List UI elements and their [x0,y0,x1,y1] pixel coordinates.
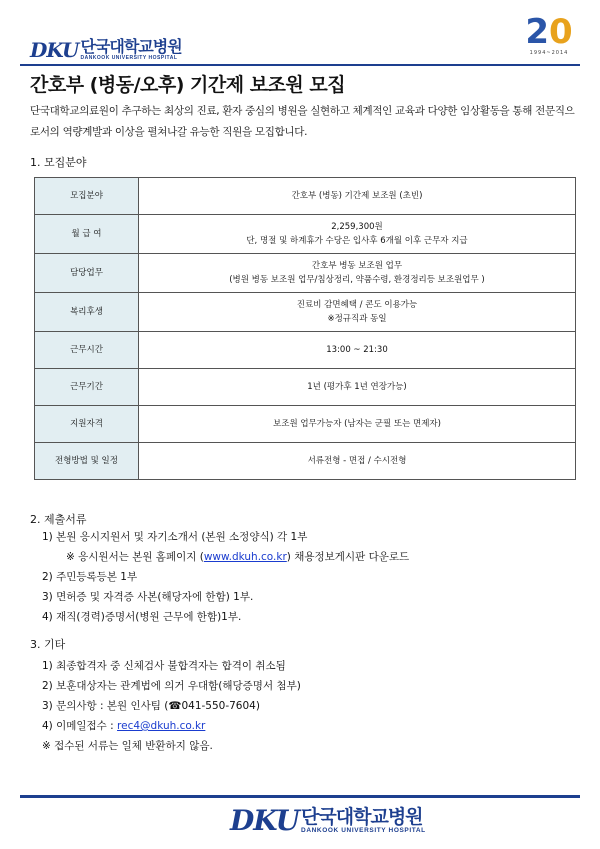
row-value-line: 서류전형 - 면접 / 수시전형 [307,456,407,466]
homepage-link[interactable]: www.dkuh.co.kr [203,551,287,563]
email-link[interactable]: rec4@dkuh.co.kr [117,720,206,732]
row-label: 복리후생 [35,293,139,332]
section-documents-heading: 2. 제출서류 [30,513,87,526]
row-label: 모집분야 [35,178,139,215]
row-label: 전형방법 및 일정 [35,443,139,480]
row-value-line: 간호부 병동 보조원 업무 [311,261,403,271]
row-label: 근무시간 [35,332,139,369]
section-recruit-heading: 1. 모집분야 [30,156,87,169]
list-item: 1) 본원 응시지원서 및 자기소개서 (본원 소정양식) 각 1부 [42,531,308,543]
row-value [139,178,576,215]
return-note: ※ 접수된 서류는 일체 반환하지 않음. [42,740,213,752]
row-value [139,215,576,254]
misc-list [42,656,301,756]
logo-korean-name: 단국대학교병원 [301,805,423,828]
row-value-line: 간호부 (병동) 기간제 보조원 (초빈) [291,191,423,201]
hospital-logo-bottom [230,804,426,837]
logo-english-name: DANKOOK UNIVERSITY HOSPITAL [80,55,178,61]
table-row [35,254,576,293]
row-label: 근무기간 [35,369,139,406]
section-misc-heading: 3. 기타 [30,638,66,651]
list-item: 2) 주민등록등본 1부 [42,571,138,583]
homepage-note: ※ 응시원서는 본원 홈페이지 (www.dkuh.co.kr) 채용정보게시판 다운로드 [66,551,410,563]
row-value-line: 단, 명절 및 하계휴가 수당은 입사후 6개월 이후 근무자 지급 [246,236,468,246]
email-item: 4) 이메일접수 : rec4@dkuh.co.kr [42,720,206,732]
table-row [35,369,576,406]
list-item: 4) 재직(경력)증명서(병원 근무에 한함)1부. [42,611,242,623]
anniversary-emblem [516,14,582,56]
row-value-line: 진료비 감면혜택 / 콘도 이용가능 [296,300,418,310]
recruit-info-table [34,177,576,480]
anniversary-number: 20 [525,12,573,52]
anniversary-years: 1994~2014 [529,50,569,56]
row-value [139,443,576,480]
row-value-line: (병원 병동 보조원 업무/침상정리, 약품수령, 환경정리등 보조원업무 ) [229,275,485,285]
documents-list [42,527,409,627]
list-item: 3) 면허증 및 자격증 사본(해당자에 한함) 1부. [42,591,254,603]
table-row [35,178,576,215]
list-item: 2) 보훈대상자는 관계법에 의거 우대함(해당증명서 첨부) [42,680,301,692]
row-value-line: 13:00 ~ 21:30 [326,345,388,355]
logo-korean-name: 단국대학교병원 [80,37,182,56]
dku-logo-mark: DKU [30,38,79,62]
intro-paragraph: 단국대학교의료원이 추구하는 최상의 진료, 환자 중심의 병원을 실현하고 체계적인 교육과 다양한 임상활동을 통해 전문직으로서의 역량계발과 이상을 펼쳐나갈 유능한 직원을 모집합니다. [30,105,575,138]
row-value [139,293,576,332]
list-item: 3) 문의사항 : 본원 인사팀 (☎041-550-7604) [42,700,260,712]
row-value-line: ※정규직과 동일 [327,314,387,324]
table-row [35,332,576,369]
table-row [35,215,576,254]
header-divider [20,64,580,66]
logo-english-name: DANKOOK UNIVERSITY HOSPITAL [301,826,426,834]
row-value [139,332,576,369]
row-label: 월 급 여 [35,215,139,254]
row-value [139,369,576,406]
footer-divider [20,795,580,798]
row-value-line: 1년 (평가후 1년 연장가능) [307,382,407,392]
row-value [139,254,576,293]
hospital-logo-top [30,38,182,62]
list-item: 1) 최종합격자 중 신체검사 불합격자는 합격이 취소됨 [42,660,286,672]
row-label: 담당업무 [35,254,139,293]
table-row [35,443,576,480]
dku-logo-mark: DKU [230,804,300,837]
row-value-line: 2,259,300원 [331,222,383,232]
row-label: 지원자격 [35,406,139,443]
row-value [139,406,576,443]
table-row [35,293,576,332]
row-value-line: 보조원 업무가능자 (남자는 군필 또는 면제자) [273,419,441,429]
table-row [35,406,576,443]
page-title: 간호부 (병동/오후) 기간제 보조원 모집 [30,74,346,96]
